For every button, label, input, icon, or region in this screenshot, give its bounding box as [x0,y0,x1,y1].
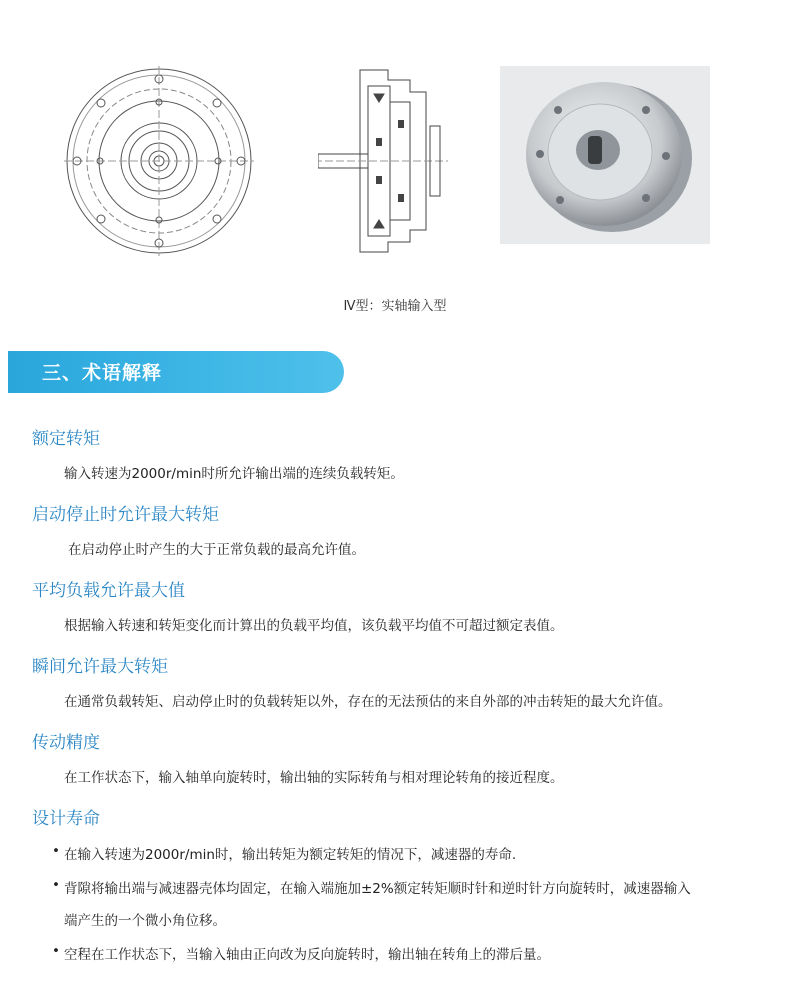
term-desc-transmission-accuracy: 在工作状态下，输入轴单向旋转时，输出轴的实际转角与相对理论转角的接近程度。 [64,770,564,786]
term-title-rated-torque: 额定转矩 [32,429,100,449]
life-bullet-1: 在输入转速为2000r/min时，输出转矩为额定转矩的情况下，减速器的寿命. [64,847,517,863]
term-title-momentary-torque: 瞬间允许最大转矩 [32,657,168,677]
bullet-mark: • [52,843,60,859]
term-title-start-stop-torque: 启动停止时允许最大转矩 [32,505,219,525]
figure-caption: Ⅳ型：实轴输入型 [343,299,447,314]
term-desc-rated-torque: 输入转速为2000r/min时所允许输出端的连续负载转矩。 [64,466,404,482]
term-title-design-life: 设计寿命 [32,809,100,829]
product-photo [500,66,710,244]
term-title-average-load: 平均负载允许最大值 [32,581,185,601]
term-title-transmission-accuracy: 传动精度 [32,733,100,753]
front-view-drawing [64,66,254,256]
bullet-mark: • [52,877,60,893]
life-bullet-2-cont: 端产生的一个微小角位移。 [64,913,226,929]
section-title: 三、术语解释 [42,362,163,384]
term-desc-momentary-torque: 在通常负载转矩、启动停止时的负载转矩以外，存在的无法预估的来自外部的冲击转矩的最大允许值。 [64,694,672,710]
life-bullet-2: 背隙将输出端与减速器壳体均固定，在输入端施加±2%额定转矩顺时针和逆时针方向旋转时，减速器输入 [64,881,691,897]
term-desc-start-stop-torque: 在启动停止时产生的大于正常负载的最高允许值。 [68,542,365,558]
section-view-drawing [318,66,448,256]
term-desc-average-load: 根据输入转速和转矩变化而计算出的负载平均值，该负载平均值不可超过额定表值。 [64,618,564,634]
bullet-mark: • [52,943,60,959]
life-bullet-3: 空程在工作状态下，当输入轴由正向改为反向旋转时，输出轴在转角上的滞后量。 [64,947,550,963]
section-banner [8,351,344,393]
